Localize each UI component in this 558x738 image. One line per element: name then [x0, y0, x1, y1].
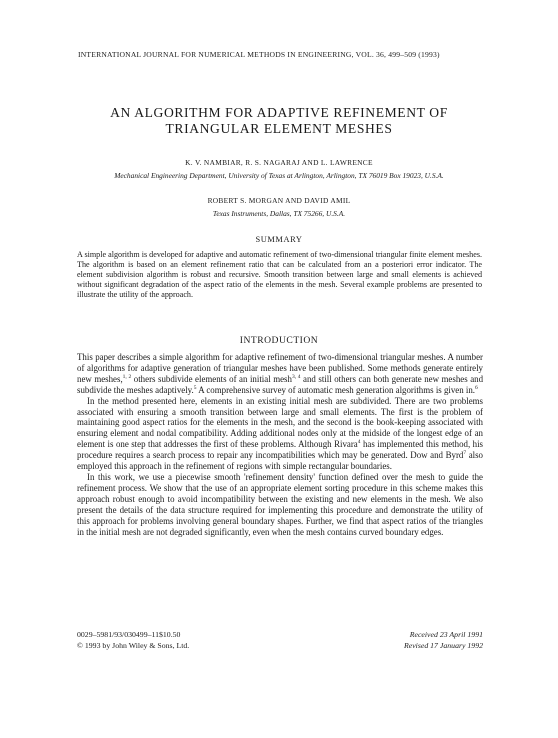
journal-header: INTERNATIONAL JOURNAL FOR NUMERICAL METHODS IN ENGINEERING, VOL. 36, 499–509 (1993) — [78, 50, 440, 59]
intro-p2-text-a: In the method presented here, elements in an existing initial mesh are subdivided. There are two problems associated with ensuring a smooth transition between large and small elements. The first is the problem of maintaining good aspect ratios for the elements in the mesh, and the second is the book-keeping associated with ensuring element and nodal compatibility. Adding additional nodes only at the midside of the longest edge of an element is one step that addresses the first of these problems. Although Rivara — [77, 395, 483, 450]
intro-paragraph-3: In this work, we use a piecewise smooth 'refinement density' function defined over the mesh to guide the refinement process. We show that the use of an appropriate element sorting procedure in this scheme makes this approach robust enough to avoid incompatibility between the existing and new elements in the mesh. We also present the details of the data structure required for implementing this procedure and demonstrate the utility of this approach for problems involving general boundary shapes. Further, we find that aspect ratios of the triangles in the initial mesh are not degraded significantly, even when the mesh contains curved boundary edges. — [77, 471, 483, 537]
footer-left — [77, 630, 189, 651]
summary-heading: SUMMARY — [255, 235, 303, 244]
intro-p1-text-c: and still others can both generate new meshes and subdivide the meshes adaptively. — [77, 373, 484, 395]
intro-paragraph-2 — [77, 396, 483, 472]
paper-title-line-2: TRIANGULAR ELEMENT MESHES — [165, 121, 393, 136]
citation-ref: 5 — [193, 384, 197, 391]
intro-p1-text-a: This paper describes a simple algorithm for adaptive refinement of two-dimensional triangular meshes. A number of algorithms for adaptive generation of triangular meshes have been published. Some methods generate entirely new meshes, — [77, 352, 483, 384]
received-date: Received 23 April 1991 — [409, 630, 483, 639]
citation-ref: 1, 2 — [122, 373, 132, 380]
intro-p2-text-b: has implemented this method, his procedure requires a search process to repair any incompatibilities which may be generated. Dow and Byrd — [77, 439, 483, 461]
authors-line-2: ROBERT S. MORGAN AND DAVID AMIL — [207, 196, 351, 205]
introduction-heading: INTRODUCTION — [239, 335, 319, 346]
article-code: 0029–5981/93/030499–11$10.50 — [77, 630, 181, 639]
affiliation-1: Mechanical Engineering Department, University of Texas at Arlington, Arlington, TX 76019 Box 19023, U.S.A. — [114, 171, 444, 180]
citation-ref: 3, 4 — [291, 373, 301, 380]
citation-ref: 4 — [357, 439, 361, 446]
authors-line-1: K. V. NAMBIAR, R. S. NAGARAJ AND L. LAWRENCE — [185, 158, 373, 167]
intro-p2-text-c: also employed this approach in the refinement of regions with simple rectangular boundaries. — [77, 450, 483, 472]
intro-p1-text-d: A comprehensive survey of automatic mesh generation algorithms is given in. — [196, 384, 476, 395]
paper-title-line-1: AN ALGORITHM FOR ADAPTIVE REFINEMENT OF — [110, 105, 448, 120]
revised-date: Revised 17 January 1992 — [403, 640, 483, 650]
affiliation-2: Texas Instruments, Dallas, TX 75266, U.S.A. — [212, 209, 346, 218]
intro-paragraph-1 — [77, 352, 483, 396]
intro-p1-text-b: others subdivide elements of an initial mesh — [131, 373, 292, 384]
introduction-body — [77, 352, 483, 537]
citation-ref: 7 — [463, 450, 467, 457]
footer-right — [404, 630, 483, 651]
copyright-line: © 1993 by John Wiley & Sons, Ltd. — [77, 640, 190, 650]
summary-text: A simple algorithm is developed for adaptive and automatic refinement of two-dimensional triangular finite element meshes. The algorithm is based on an element refinement ratio that can be calculated from an a posteriori error indicator. The element subdivision algorithm is robust and recursive. Smooth transition between large and small elements is achieved without significant degradation of the aspect ratio of the elements in the mesh. Several example problems are presented to illustrate the utility of the approach. — [77, 250, 482, 299]
citation-ref: 6 — [475, 384, 478, 391]
